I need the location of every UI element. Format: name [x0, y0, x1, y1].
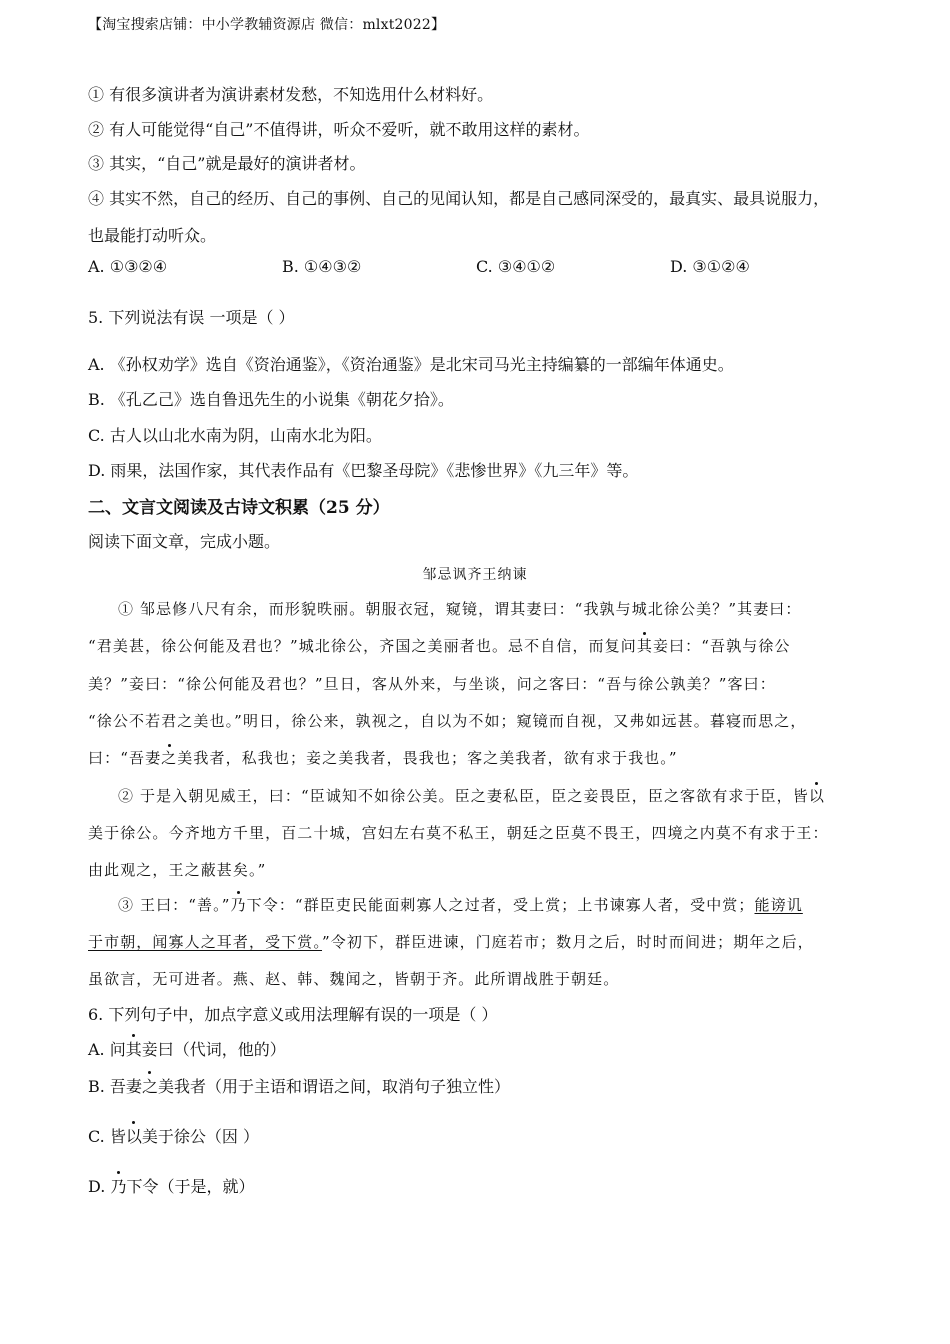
- section-title: 二、文言文阅读及古诗文积累（25 分）: [88, 498, 390, 518]
- dotted-char: 乃: [110, 1174, 126, 1197]
- passage-p1-line3: 美？”妾曰：“徐公何能及君也？”旦日，客从外来，与坐谈，问之客曰：“吾与徐公孰美？”客曰：: [88, 675, 776, 693]
- q6-option-b: B. 吾妻之美我者（用于主语和谓语之间，取消句子独立性）: [88, 1074, 510, 1097]
- passage-p1-line5: 曰：“吾妻之美我者，私我也；妾之美我者，畏我也；客之美我者，欲有求于我也。”: [88, 749, 678, 767]
- q5-option-b: B. 《孔乙己》选自鲁迅先生的小说集《朝花夕拾》。: [88, 390, 454, 409]
- dotted-char: 以: [126, 1124, 142, 1147]
- passage-p1-line1: ① 邹忌修八尺有余，而形貌昳丽。朝服衣冠，窥镜，谓其妻曰：“我孰与城北徐公美？”其妻曰：: [118, 600, 802, 618]
- q6-stem: 6. 下列句子中，加点字意义或用法理解有误的一项是（ ）: [88, 1005, 498, 1024]
- underlined-text: 于市朝，闻寡人之耳者，受下赏。: [88, 933, 323, 951]
- option-b: B. ①④③②: [282, 257, 362, 276]
- option-c: C. ③④①②: [476, 257, 556, 276]
- q6-option-a: A. 问其妾曰（代词，他的）: [88, 1037, 286, 1060]
- dotted-char: 其: [126, 1037, 142, 1060]
- passage-p2-line1: ② 于是入朝见威王，曰：“臣诚知不如徐公美。臣之妻私臣，臣之妾畏臣，臣之客欲有求于臣，皆以: [118, 787, 825, 805]
- q5-stem: 5. 下列说法有误 一项是（ ）: [88, 308, 295, 327]
- article-title: 邹忌讽齐王纳谏: [422, 567, 528, 583]
- q6-option-c: C. 皆以美于徐公（因 ）: [88, 1124, 259, 1147]
- passage-p1-line2: “君美甚，徐公何能及君也？”城北徐公，齐国之美丽者也。忌不自信，而复问其妾曰：“吾孰与徐公: [88, 637, 791, 655]
- q5-option-d: D. 雨果，法国作家，其代表作品有《巴黎圣母院》《悲惨世界》《九三年》等。: [88, 461, 639, 480]
- dotted-char: 其: [636, 637, 653, 655]
- sentence-1: ① 有很多演讲者为演讲素材发愁，不知选用什么材料好。: [88, 85, 494, 104]
- sentence-4: ④ 其实不然，自己的经历、自己的事例、自己的见闻认知，都是自己感同深受的，最真实、最具说服力，: [88, 189, 830, 208]
- sentence-4-cont: 也最能打动听众。: [88, 226, 217, 245]
- dotted-char: 乃: [230, 896, 247, 914]
- dotted-char: 之: [161, 749, 178, 767]
- sentence-2: ② 有人可能觉得“自己”不值得讲，听众不爱听，就不敢用这样的素材。: [88, 120, 590, 139]
- q5-option-a: A. 《孙权劝学》选自《资治通鉴》，《资治通鉴》是北宋司马光主持编纂的一部编年体通史。: [88, 355, 734, 374]
- passage-p2-line3: 由此观之，王之蔽甚矣。”: [88, 861, 267, 879]
- dotted-char: 以: [808, 787, 825, 805]
- underlined-text: 能谤讥: [754, 896, 803, 914]
- passage-p2-line2: 美于徐公。今齐地方千里，百二十城，宫妇左右莫不私王，朝廷之臣莫不畏王，四境之内莫不有求于王：: [88, 824, 829, 842]
- passage-p1-line4: “徐公不若君之美也。”明日，徐公来，孰视之，自以为不如；窥镜而自视，又弗如远甚。暮寝而思之，: [88, 712, 807, 730]
- passage-p3-line2: 于市朝，闻寡人之耳者，受下赏。”令初下，群臣进谏，门庭若市；数月之后，时时而间进；期年之后，: [88, 933, 814, 951]
- passage-p3-line1: ③ 王曰：“善。”乃下令：“群臣吏民能面刺寡人之过者，受上赏；上书谏寡人者，受中赏；能谤讥: [118, 896, 803, 914]
- sentence-3: ③ 其实，“自己”就是最好的演讲者材。: [88, 154, 366, 173]
- header-banner: 【淘宝搜索店铺：中小学教辅资源店 微信：mlxt2022】: [88, 17, 446, 33]
- q6-option-d: D. 乃下令（于是，就）: [88, 1174, 254, 1197]
- option-a: A. ①③②④: [88, 257, 168, 276]
- dotted-char: 之: [142, 1074, 158, 1097]
- option-d: D. ③①②④: [670, 257, 750, 276]
- passage-p3-line3: 虽欲言，无可进者。燕、赵、韩、魏闻之，皆朝于齐。此所谓战胜于朝廷。: [88, 970, 620, 988]
- instruction: 阅读下面文章，完成小题。: [88, 532, 281, 551]
- q5-option-c: C. 古人以山北水南为阴，山南水北为阳。: [88, 426, 382, 445]
